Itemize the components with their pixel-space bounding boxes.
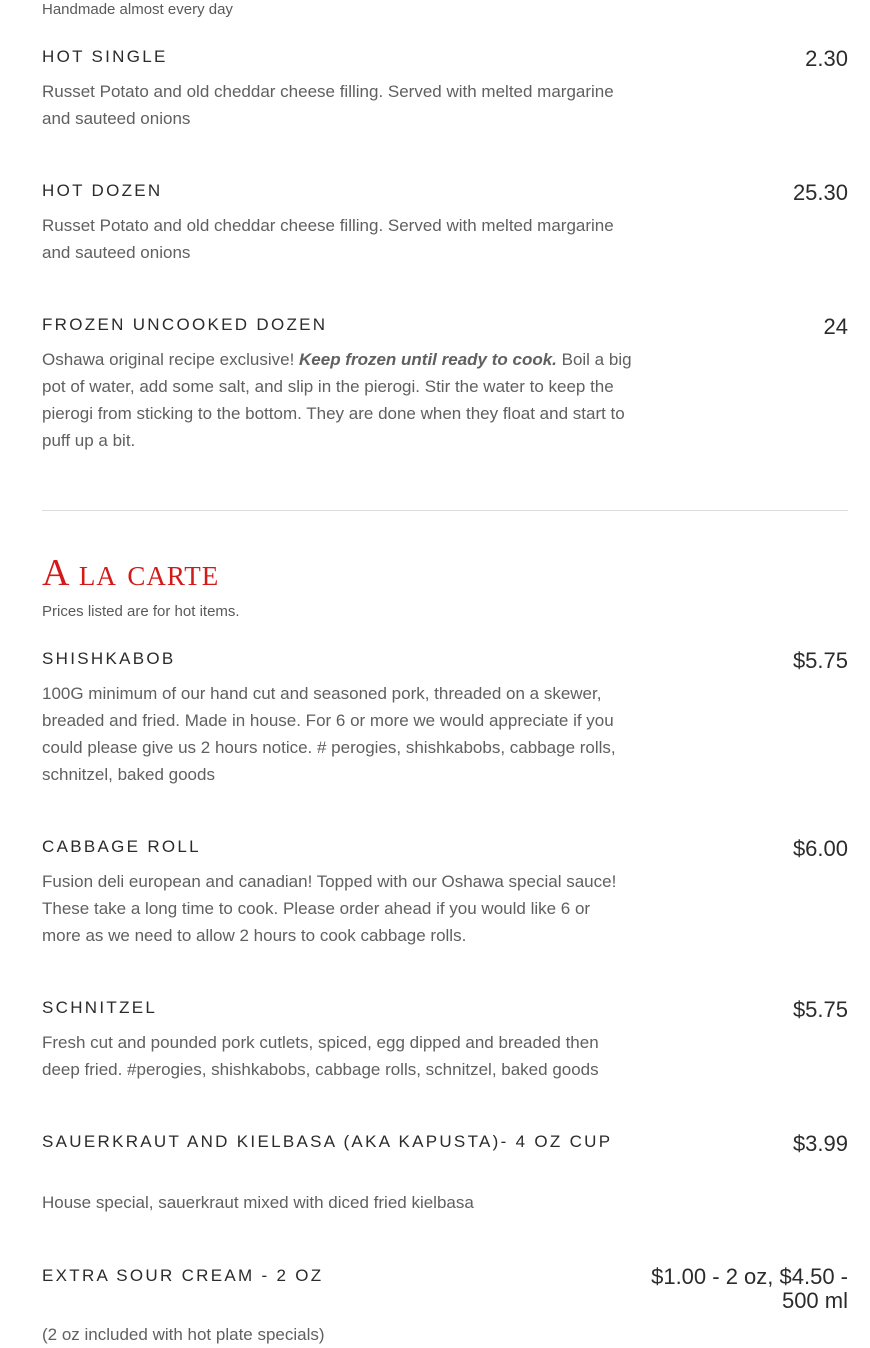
item-description: Fusion deli european and canadian! Topped with our Oshawa special sauce! These take a long time to cook. Please order ahead if you would like 6 or more as we need to allow 2 hours to cook cabbage rolls. bbox=[42, 872, 617, 945]
item-price: $3.99 bbox=[792, 1131, 848, 1156]
item-description: Fresh cut and pounded pork cutlets, spiced, egg dipped and breaded then deep fried. #perogies, shishkabobs, cabbage rolls, schnitzel, baked goods bbox=[42, 1033, 599, 1079]
section-note: Handmade almost every day bbox=[42, 1, 233, 18]
item-price: 25.30 bbox=[792, 180, 848, 205]
item-name: EXTRA SOUR CREAM - 2 OZ bbox=[42, 1266, 324, 1285]
section-title: A la carte bbox=[42, 552, 220, 594]
description-text: Oshawa original recipe exclusive! bbox=[42, 350, 300, 369]
item-description: House special, sauerkraut mixed with diced fried kielbasa bbox=[42, 1193, 474, 1212]
item-price: $5.75 bbox=[792, 997, 848, 1022]
item-price: 24 bbox=[823, 314, 848, 339]
item-name: CABBAGE ROLL bbox=[42, 837, 201, 856]
item-description bbox=[42, 346, 632, 454]
item-price: $6.00 bbox=[792, 836, 848, 861]
description-text: Boil a big pot of water, add some salt, and slip in the pierogi. Stir the water to keep the pierogi from sticking to the bottom. They are done when they float and start to puff up a bit. bbox=[42, 350, 632, 450]
section-divider bbox=[42, 510, 848, 511]
item-description: Russet Potato and old cheddar cheese filling. Served with melted margarine and sauteed onions bbox=[42, 216, 614, 262]
item-name: SHISHKABOB bbox=[42, 649, 176, 668]
description-emphasis: Keep frozen until ready to cook. bbox=[299, 350, 557, 369]
item-description: (2 oz included with hot plate specials) bbox=[42, 1325, 325, 1344]
section-note: Prices listed are for hot items. bbox=[42, 603, 240, 620]
item-price: $5.75 bbox=[792, 648, 848, 673]
item-name: SCHNITZEL bbox=[42, 998, 158, 1017]
item-name: SAUERKRAUT AND KIELBASA (AKA KAPUSTA)- 4 OZ CUP bbox=[42, 1132, 613, 1151]
item-name: HOT DOZEN bbox=[42, 181, 163, 200]
item-price: 2.30 bbox=[805, 46, 848, 71]
item-description: 100G minimum of our hand cut and seasoned pork, threaded on a skewer, breaded and fried. Made in house. For 6 or more we would appreciate if you could please give us 2 hours notice. # perogies, shishkabobs, cabbage rolls, schnitzel, baked goods bbox=[42, 684, 616, 784]
item-name: FROZEN UNCOOKED DOZEN bbox=[42, 315, 328, 334]
item-name: HOT SINGLE bbox=[42, 47, 168, 66]
item-price: $1.00 - 2 oz, $4.50 - 500 ml bbox=[651, 1264, 848, 1313]
item-description: Russet Potato and old cheddar cheese filling. Served with melted margarine and sauteed onions bbox=[42, 82, 614, 128]
